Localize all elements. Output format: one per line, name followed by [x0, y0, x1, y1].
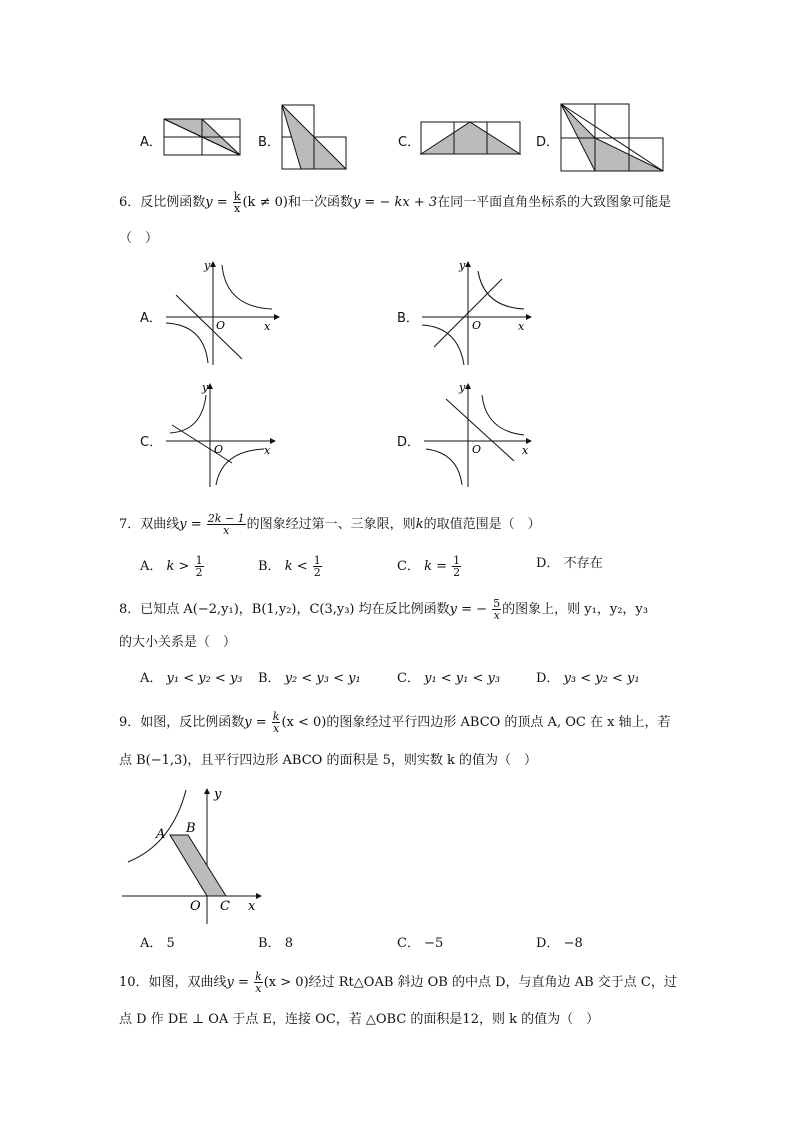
option-label: D． [536, 671, 560, 686]
option-label: B． [258, 671, 281, 686]
frac-den: x [234, 202, 241, 215]
axis-x-label: x [264, 320, 271, 333]
option-expr: k = [424, 559, 447, 574]
option-label: A． [140, 671, 163, 686]
frac-den: 2 [313, 566, 321, 579]
frac-den: 2 [195, 566, 203, 579]
svg-text:y: y [459, 259, 466, 272]
q7-suffix2: 的取值范围是（ ） [423, 517, 541, 532]
q10-cond: (x > 0) [263, 975, 309, 990]
q6-graph-c [164, 381, 284, 491]
option-label: D． [397, 435, 421, 450]
option-label: A． [140, 936, 163, 951]
option-label: C． [397, 559, 420, 574]
q8-y: y = − [449, 602, 488, 617]
q9-stem-line2: 点 B(−1,3)，且平行四边形 ABCO 的面积是 5，则实数 k 的值为（ ） [119, 753, 537, 768]
option-expr: y₂ < y₃ < y₁ [284, 671, 361, 686]
q6-graph-a [164, 259, 284, 369]
q7-option-c [397, 555, 462, 578]
q9-y: y = [244, 715, 267, 730]
fig-label-o: O [190, 899, 201, 914]
q10-prefix: 10．如图，双曲线 [119, 975, 227, 990]
svg-text:O: O [472, 319, 482, 332]
origin-label: O [216, 319, 226, 332]
q7-option-d [536, 555, 603, 573]
q8-option-b [258, 670, 361, 688]
option-label: B． [397, 311, 419, 326]
fig-label-x: x [248, 899, 256, 914]
option-label: A． [140, 311, 162, 326]
option-label: A． [140, 559, 163, 574]
option-label: D． [536, 936, 560, 951]
option-expr: y₁ < y₁ < y₃ [424, 671, 501, 686]
q6-stem: 6．反比例函数y = $\frac{k}{x}$ (k ≠ 0)和一次函数y = − kx + 3在同一平面直角坐标系的大致图象可能是 [119, 190, 672, 215]
frac-den: x [223, 524, 230, 537]
q6-suffix: 在同一平面直角坐标系的大致图象可能是 [437, 195, 672, 210]
q8-line1: 8．已知点 A(−2,y₁)，B(1,y₂)，C(3,y₃) 均在反比例函数 [119, 602, 450, 617]
frac-den: x [255, 982, 262, 995]
option-label: B． [258, 135, 280, 150]
frac-num: 2k − 1 [207, 512, 245, 525]
option-label: B． [258, 936, 281, 951]
q9-cond: (x < 0) [281, 715, 327, 730]
q8-option-d [536, 670, 640, 688]
q6-paren: （ ） [119, 231, 159, 246]
q7-k: k [415, 517, 424, 532]
q7-y: y = [179, 517, 202, 532]
frac-num: k [255, 970, 262, 983]
option-expr: y₃ < y₂ < y₁ [563, 671, 640, 686]
axis-y-label: y [204, 259, 211, 272]
q7-prefix: 7．双曲线 [119, 517, 180, 532]
fig-label-y: y [214, 787, 222, 802]
q10-stem-line1 [119, 971, 677, 994]
q6-prefix: 6．反比例函数 [119, 195, 206, 210]
q9-prefix: 9．如图，反比例函数 [119, 715, 245, 730]
q9-option-a [140, 935, 175, 953]
q5-figure-d [560, 103, 666, 173]
option-label: C． [398, 135, 421, 150]
frac-num: k [233, 190, 241, 203]
option-label: D． [536, 135, 560, 150]
q6-graph-b [420, 259, 540, 369]
frac-den: 2 [453, 566, 461, 579]
option-label: C． [397, 671, 420, 686]
svg-text:x: x [518, 320, 525, 333]
option-expr: −5 [424, 936, 444, 951]
q9-line1-end: 的图象经过平行四边形 ABCO 的顶点 A, OC 在 x 轴上，若 [326, 715, 671, 730]
svg-text:x: x [264, 444, 271, 457]
q9-option-b [258, 935, 293, 953]
q7-suffix: 的图象经过第一、三象限，则 [246, 517, 416, 532]
option-expr: 5 [166, 936, 175, 951]
q5-figure-b [281, 104, 351, 174]
frac-num: 1 [195, 554, 203, 567]
q8-option-a [140, 670, 243, 688]
option-expr: −8 [563, 936, 583, 951]
q6-graph-d [420, 381, 540, 491]
q10-y: y = [226, 975, 249, 990]
q7-stem [119, 513, 541, 536]
svg-text:O: O [214, 443, 224, 456]
svg-text:y: y [459, 381, 466, 394]
q9-stem-line1 [119, 711, 671, 734]
frac-den: x [493, 609, 500, 622]
q6-cond: (k ≠ 0) [242, 195, 288, 210]
option-label: A． [140, 135, 162, 150]
q10-line1-end: 经过 Rt△OAB 斜边 OB 的中点 D，与直角边 AB 交于点 C，过 [308, 975, 677, 990]
svg-text:O: O [472, 443, 482, 456]
option-label: B． [258, 559, 281, 574]
q8-option-c [397, 670, 500, 688]
option-expr: k > [166, 559, 190, 574]
option-label: C． [140, 435, 163, 450]
q10-stem-line2: 点 D 作 DE ⊥ OA 于点 E，连接 OC，若 △OBC 的面积是12，则 k 的值为（ ） [119, 1012, 600, 1027]
option-expr: k < [284, 559, 308, 574]
frac-num: k [272, 710, 280, 723]
q7-option-a [140, 555, 205, 578]
q9-figure [120, 786, 270, 926]
fig-label-c: C [220, 899, 230, 914]
q7-option-b [258, 555, 323, 578]
q5-figure-a [164, 118, 244, 158]
q6-mid: 和一次函数 [287, 195, 353, 210]
q8-stem-line2: 的大小关系是（ ） [119, 635, 237, 650]
fig-label-b: B [186, 821, 196, 836]
frac-num: 5 [493, 597, 501, 610]
q8-line1-end: 的图象上，则 y₁，y₂，y₃ [502, 602, 648, 617]
frac-den: x [273, 722, 280, 735]
fig-label-a: A [156, 827, 166, 842]
frac-num: 1 [453, 554, 461, 567]
option-expr: y₁ < y₂ < y₃ [166, 671, 243, 686]
svg-text:x: x [522, 444, 529, 457]
svg-text:y: y [202, 381, 209, 394]
option-expr: 8 [284, 936, 293, 951]
option-label: D． [536, 556, 560, 571]
q5-figure-c [420, 121, 522, 157]
q8-stem-line1 [119, 598, 648, 621]
q9-option-d [536, 935, 583, 953]
frac-num: 1 [313, 554, 321, 567]
option-label: C． [397, 936, 420, 951]
q9-option-c [397, 935, 443, 953]
q6-linear: y = − kx + 3 [352, 195, 438, 210]
option-expr: 不存在 [563, 556, 603, 571]
